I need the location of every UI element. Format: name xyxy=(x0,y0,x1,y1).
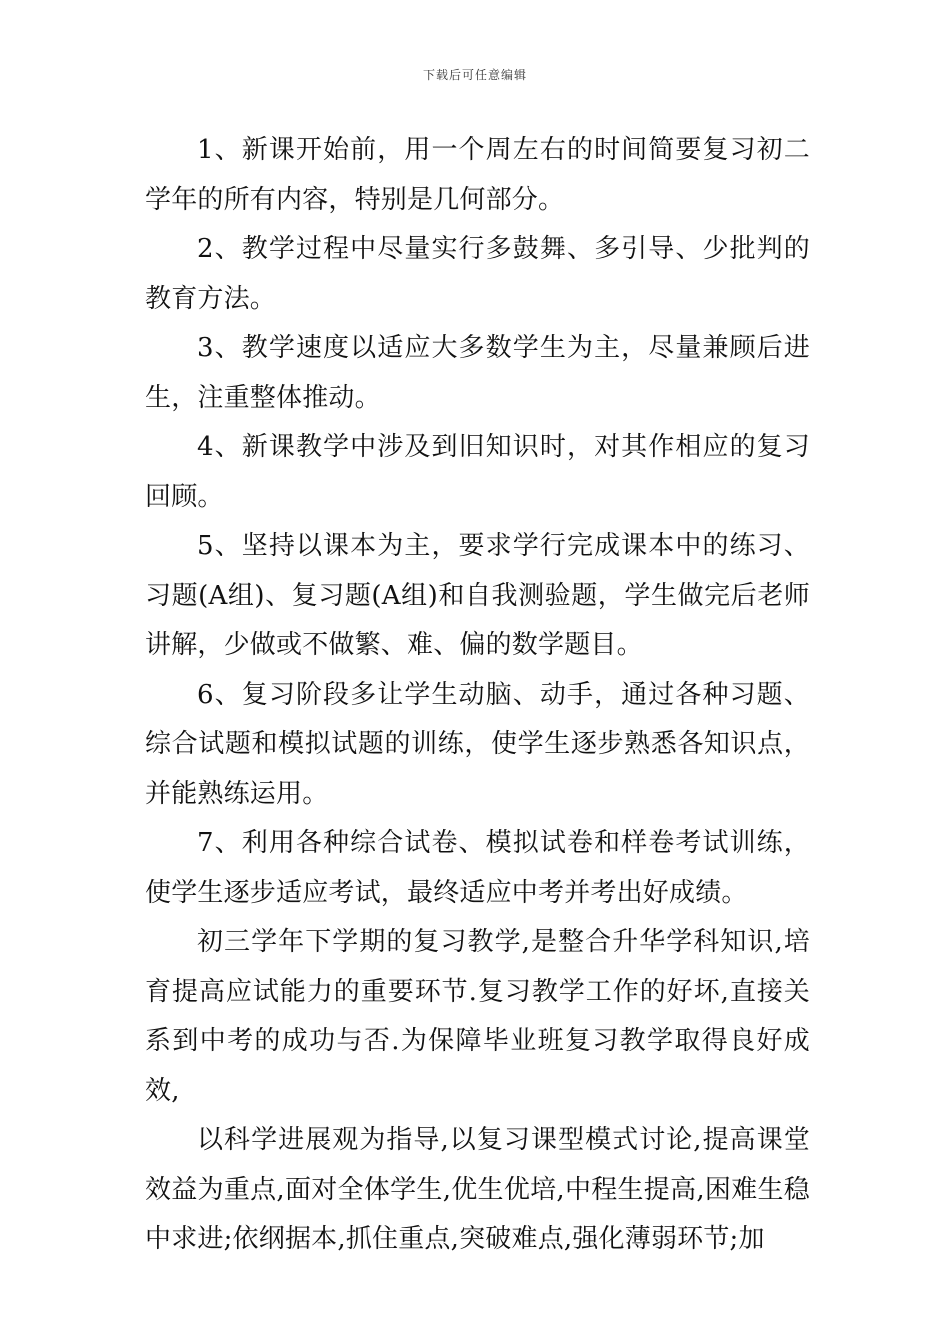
paragraph-5: 5、坚持以课本为主，要求学行完成课本中的练习、习题(A组)、复习题(A组)和自我测验题，学生做完后老师讲解，少做或不做繁、难、偏的数学题目。 xyxy=(145,531,810,660)
page-header: 下载后可任意编辑 xyxy=(422,68,527,82)
paragraph-8: 初三学年下学期的复习教学,是整合升华学科知识,培育提高应试能力的重要环节.复习教学工作的好坏,直接关系到中考的成功与否.为保障毕业班复习教学取得良好成效, xyxy=(145,927,810,1106)
paragraph-1: 1、新课开始前，用一个周左右的时间简要复习初二学年的所有内容，特别是几何部分。 xyxy=(145,135,810,215)
paragraph-7: 7、利用各种综合试卷、模拟试卷和样卷考试训练，使学生逐步适应考试，最终适应中考并考出好成绩。 xyxy=(145,828,810,908)
paragraph-2: 2、教学过程中尽量实行多鼓舞、多引导、少批判的教育方法。 xyxy=(145,234,810,314)
document-body xyxy=(145,126,810,1265)
paragraph-4: 4、新课教学中涉及到旧知识时，对其作相应的复习回顾。 xyxy=(145,432,810,512)
paragraph-3: 3、教学速度以适应大多数学生为主，尽量兼顾后进生，注重整体推动。 xyxy=(145,333,810,413)
paragraph-9: 以科学进展观为指导,以复习课型模式讨论,提高课堂效益为重点,面对全体学生,优生优培,中程生提高,困难生稳中求进;依纲据本,抓住重点,突破难点,强化薄弱环节;加 xyxy=(145,1125,810,1254)
paragraph-6: 6、复习阶段多让学生动脑、动手，通过各种习题、综合试题和模拟试题的训练，使学生逐步熟悉各知识点，并能熟练运用。 xyxy=(145,679,810,809)
